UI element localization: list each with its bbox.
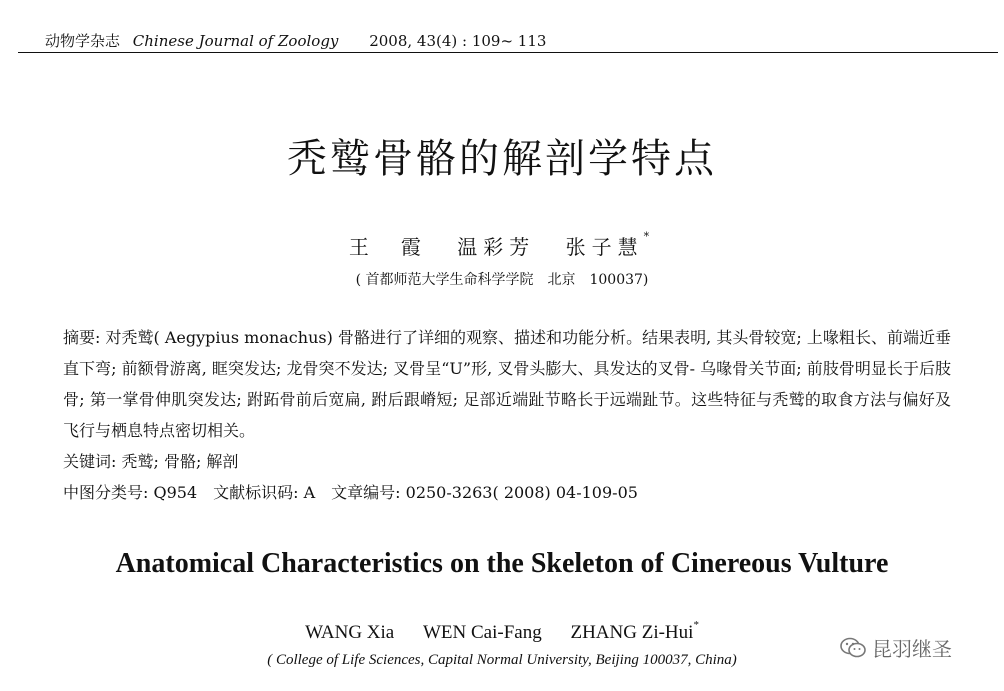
citation: 2008, 43(4) : 109~ 113 <box>369 32 547 50</box>
header-rule <box>18 52 998 53</box>
author-en: ZHANG Zi-Hui* <box>570 619 699 643</box>
journal-name-en: Chinese Journal of Zoology <box>132 32 339 50</box>
journal-name-cn: 动物学杂志 <box>45 32 121 50</box>
watermark-text: 昆羽继圣 <box>872 637 952 661</box>
author-cn: 张子慧* <box>565 230 656 259</box>
corresponding-mark: * <box>693 619 699 631</box>
running-header <box>45 30 546 51</box>
keywords: 关键词: 秃鹫; 骨骼; 解剖 <box>63 452 239 471</box>
authors-cn <box>0 230 1004 260</box>
author-cn: 温彩芳 <box>457 235 536 259</box>
abstract-text: 摘要: 对秃鹫( Aegypius monachus) 骨骼进行了详细的观察、描述和功能分析。结果表明, 其头骨较宽; 上喙粗长、前端近垂直下弯; 前额骨游离, 眶突发达; 龙骨突不发达; 叉骨呈“U”形, 叉骨头膨大、具发达的叉骨- 乌喙骨关节面; 前肢骨明显长于后肢骨; 第一掌骨伸肌突发达; 跗跖骨前后宽扁, 跗后跟嵴短; 足部近端趾节略长于远端趾节。这些特征与秃鹫的取食方法与偏好及飞行与栖息特点密切相关。 <box>63 328 951 440</box>
affiliation-cn: ( 首都师范大学生命科学学院 北京 100037) <box>355 272 649 288</box>
abstract-block <box>63 322 951 508</box>
paper-title-en: Anatomical Characteristics on the Skeleton of Cinereous Vulture <box>115 548 889 579</box>
affiliation-en: ( College of Life Sciences, Capital Normal University, Beijing 100037, China) <box>267 652 737 668</box>
author-en: WANG Xia <box>305 622 395 643</box>
author-cn: 王 霞 <box>348 235 427 259</box>
classification-line: 中图分类号: Q954 文献标识码: A 文章编号: 0250-3263( 2008) 04-109-05 <box>63 483 638 502</box>
corresponding-mark: * <box>643 230 656 243</box>
author-en: WEN Cai-Fang <box>423 622 542 643</box>
watermark <box>840 633 952 662</box>
wechat-icon <box>840 637 866 659</box>
paper-title-cn: 秃鹫骨骼的解剖学特点 <box>287 136 717 182</box>
